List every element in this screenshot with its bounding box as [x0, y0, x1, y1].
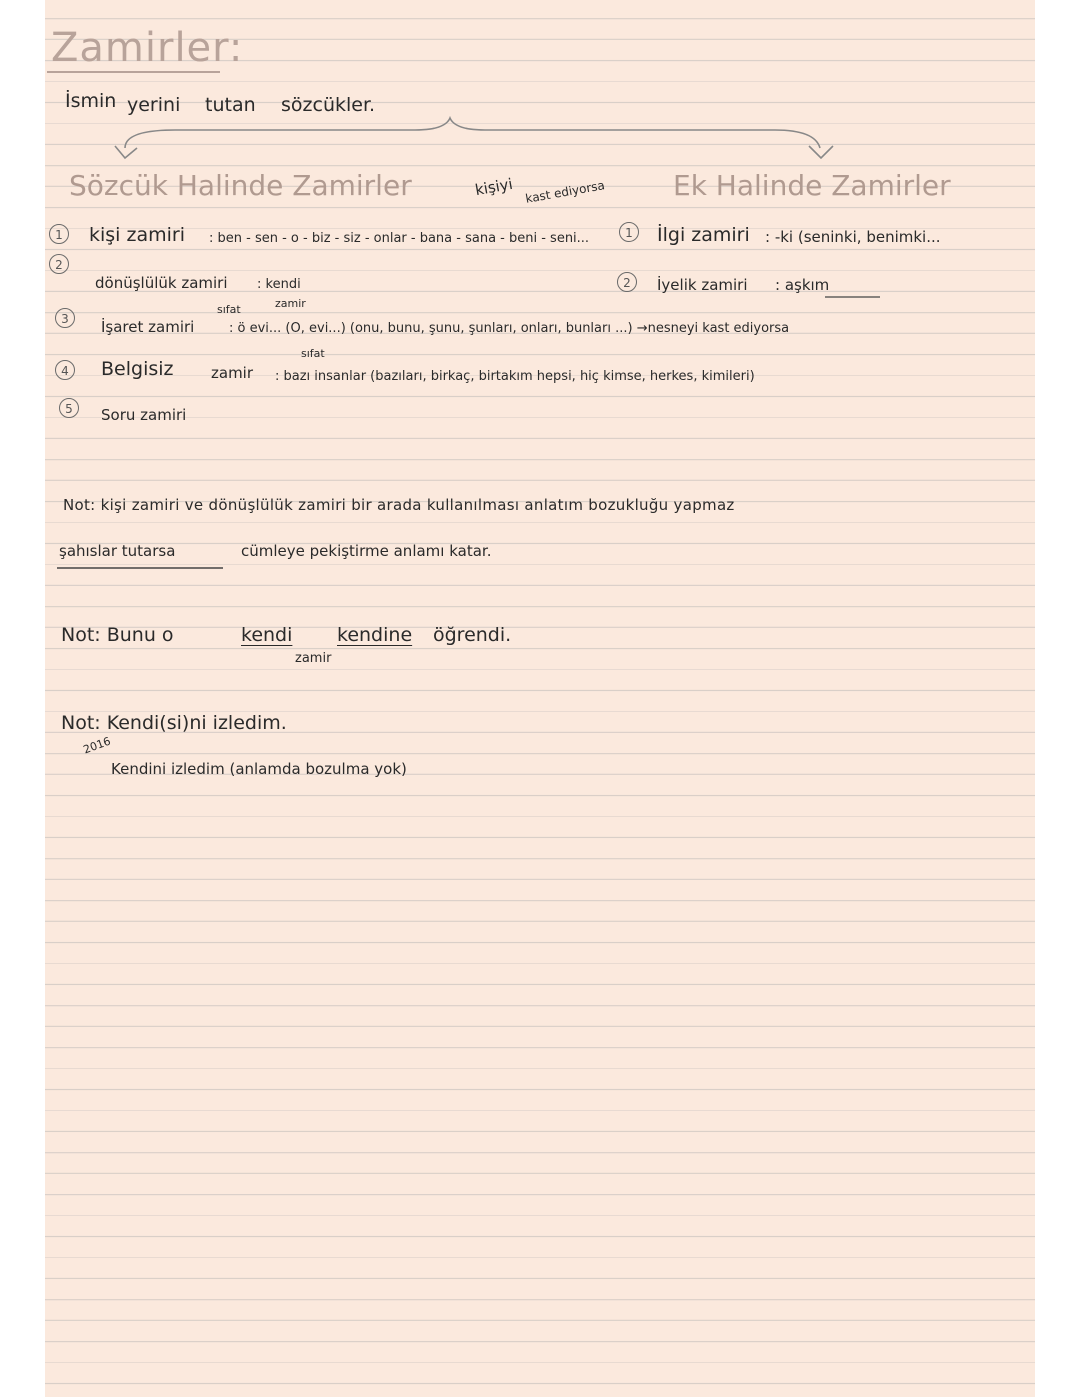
left-arrow-head — [115, 146, 137, 158]
pen-strokes — [45, 0, 1035, 1397]
ilgi-zamiri-text: : -ki (seninki, benimki... — [765, 228, 941, 246]
right-item-number-2: 2 — [617, 272, 637, 292]
note2-prefix: Not: Bunu o — [61, 624, 174, 646]
definition-word-2: yerini — [127, 94, 181, 116]
item-number-4: 4 — [55, 360, 75, 380]
item-number-2: 2 — [49, 254, 69, 274]
belgisiz-label: Belgisiz — [101, 358, 174, 380]
note1-line1: Not: kişi zamiri ve dönüşlülük zamiri bir arada kullanılması anlatım bozukluğu yapmaz — [63, 496, 735, 514]
right-arrow-head — [809, 146, 833, 158]
note3-year: 2016 — [81, 734, 113, 757]
right-item-number-1: 1 — [619, 222, 639, 242]
note3-line1: Not: Kendi(si)ni izledim. — [61, 712, 287, 734]
belgisiz-label-2: zamir — [211, 364, 254, 382]
belgisiz-text: : bazı insanlar (bazıları, birkaç, birtakım hepsi, hiç kimse, herkes, kimileri) — [275, 369, 755, 384]
definition-word-4: sözcükler. — [281, 94, 376, 116]
item-number-5: 5 — [59, 398, 79, 418]
note2-zamir-sub: zamir — [295, 651, 332, 666]
page-title: Zamirler: — [51, 25, 244, 71]
ilgi-zamiri-label: İlgi zamiri — [657, 224, 750, 246]
note2-suffix: öğrendi. — [433, 624, 512, 646]
right-column-header: Ek Halinde Zamirler — [673, 169, 951, 202]
left-column-header: Sözcük Halinde Zamirler — [69, 169, 412, 202]
isaret-zamiri-text: : ö evi... (O, evi...) (onu, bunu, şunu, şunları, onları, bunları ...) →nesneyi kast ediyorsa — [229, 321, 790, 336]
brace — [125, 118, 820, 148]
definition-word-3: tutan — [205, 94, 256, 116]
iyelik-zamiri-text: : aşkım — [775, 276, 830, 294]
kisi-zamiri-text: : ben - sen - o - biz - siz - onlar - bana - sana - beni - seni... — [209, 231, 590, 246]
sifat-note-2: sıfat — [301, 347, 325, 360]
sifat-note-1: sıfat — [217, 303, 241, 316]
note1-line2: cümleye pekiştirme anlamı katar. — [241, 542, 492, 560]
note3-line2: Kendini izledim (anlamda bozulma yok) — [111, 760, 407, 778]
item-number-1: 1 — [49, 224, 69, 244]
kisi-note-line1: kişiyi — [473, 174, 515, 200]
item-number-3: 3 — [55, 308, 75, 328]
donusluluk-label: dönüşlülük zamiri — [95, 274, 228, 292]
soru-zamiri-label: Soru zamiri — [101, 406, 187, 424]
iyelik-zamiri-label: İyelik zamiri — [657, 276, 748, 294]
notebook-page — [45, 0, 1035, 1397]
note1-sahislar: şahıslar tutarsa — [59, 542, 176, 560]
note2-kendi: kendi — [241, 624, 293, 646]
definition-word-1: İsmin — [65, 90, 117, 112]
kisi-note-line2: kast ediyorsa — [524, 178, 606, 206]
kisi-zamiri-label: kişi zamiri — [89, 224, 185, 246]
donusluluk-text: : kendi — [257, 277, 301, 292]
isaret-zamiri-label: İşaret zamiri — [101, 318, 195, 336]
note2-kendine: kendine — [337, 624, 413, 646]
zamir-note-1: zamir — [275, 297, 306, 310]
